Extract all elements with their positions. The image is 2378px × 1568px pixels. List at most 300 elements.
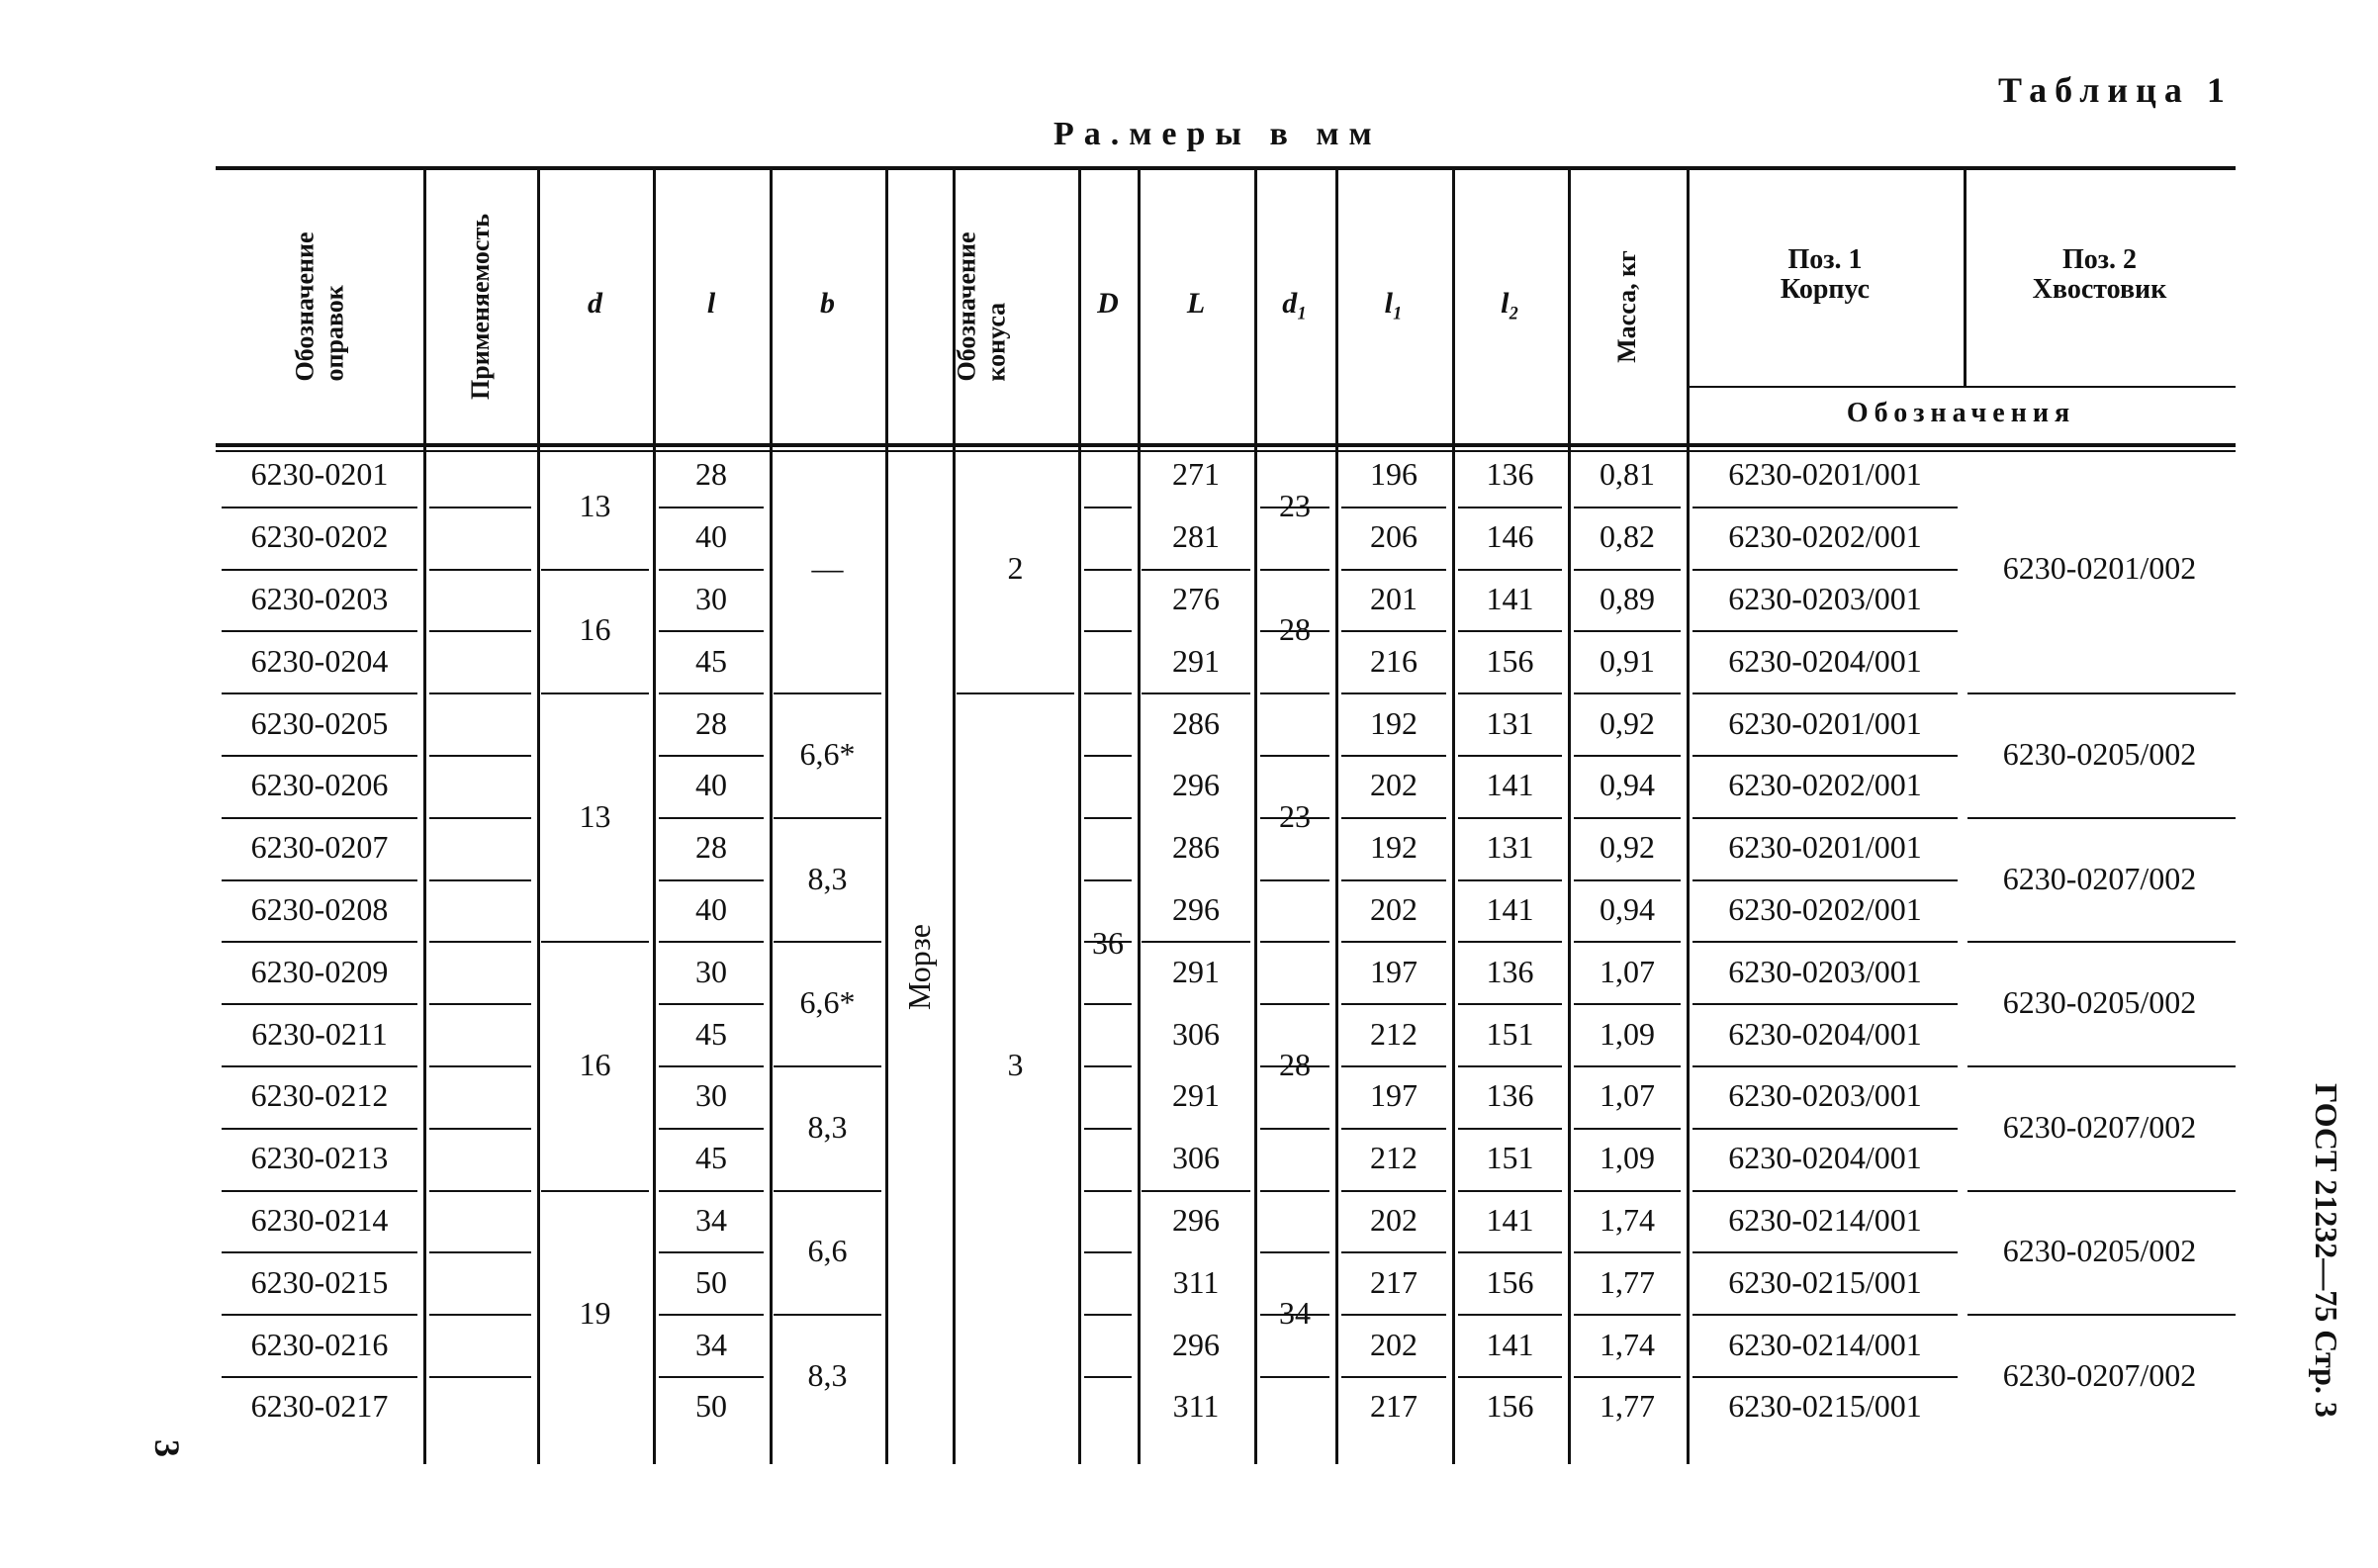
cell-d: 13 (579, 487, 611, 523)
row-underline (222, 630, 417, 632)
group-separator (541, 569, 649, 571)
cell-l1: 197 (1370, 953, 1418, 989)
cell-d1: 34 (1279, 1295, 1311, 1332)
header-mass: Масса, кг (1611, 250, 1641, 363)
row-underline (1574, 941, 1681, 943)
cell-L: 286 (1172, 704, 1220, 741)
row-underline (1458, 569, 1562, 571)
cell-l1: 206 (1370, 518, 1418, 555)
row-underline (1574, 1128, 1681, 1130)
row-underline (1341, 1003, 1446, 1005)
row-underline (222, 755, 417, 757)
row-underline (1084, 1376, 1132, 1378)
row-underline (1692, 630, 1958, 632)
row-underline (429, 879, 531, 881)
cell-mass: 1,77 (1600, 1263, 1655, 1300)
column-line (423, 166, 426, 1464)
cell-mass: 0,94 (1600, 891, 1655, 927)
cell-designation: 6230-0205 (250, 704, 389, 741)
row-underline (659, 1065, 764, 1067)
table-label: Таблица 1 (1998, 70, 2233, 110)
cell-l: 45 (695, 1140, 727, 1176)
cell-designation: 6230-0206 (250, 767, 389, 803)
cell-designation: 6230-0202 (250, 518, 389, 555)
cell-designation: 6230-0204 (250, 642, 389, 679)
row-underline (659, 1251, 764, 1253)
row-underline (1084, 1190, 1132, 1192)
row-underline (659, 1376, 764, 1378)
row-underline (222, 692, 417, 694)
row-underline (659, 1314, 764, 1316)
cell-L: 306 (1172, 1140, 1220, 1176)
row-underline (1341, 755, 1446, 757)
cell-l: 28 (695, 829, 727, 866)
designations-rule (1687, 386, 2236, 388)
group-separator (541, 692, 649, 694)
group-separator (541, 941, 649, 943)
row-underline (1574, 1251, 1681, 1253)
cell-pos1: 6230-0203/001 (1728, 1077, 1922, 1114)
cell-designation: 6230-0215 (250, 1263, 389, 1300)
cell-mass: 0,94 (1600, 767, 1655, 803)
cell-designation: 6230-0209 (250, 953, 389, 989)
row-underline (1341, 1128, 1446, 1130)
cell-l1: 202 (1370, 891, 1418, 927)
row-underline (1341, 1251, 1446, 1253)
cell-mass: 1,77 (1600, 1388, 1655, 1425)
row-underline (222, 817, 417, 819)
cell-d1: 23 (1279, 797, 1311, 834)
row-underline (1458, 692, 1562, 694)
row-underline (1458, 630, 1562, 632)
row-underline (1341, 569, 1446, 571)
row-underline (1458, 507, 1562, 508)
header-l: l (706, 287, 716, 320)
cell-pos1: 6230-0201/001 (1728, 829, 1922, 866)
cell-l: 45 (695, 642, 727, 679)
row-underline (429, 1376, 531, 1378)
cell-l1: 217 (1370, 1263, 1418, 1300)
row-underline (1692, 1251, 1958, 1253)
side-label: ГОСТ 21232—75 Стр. 3 (2309, 1083, 2344, 1418)
cell-designation: 6230-0207 (250, 829, 389, 866)
header-pos1: Поз. 1 Корпус (1780, 244, 1871, 305)
row-underline (222, 1065, 417, 1067)
cell-pos1: 6230-0204/001 (1728, 642, 1922, 679)
cell-L: 276 (1172, 581, 1220, 616)
cell-mass: 1,74 (1600, 1326, 1655, 1362)
cell-pos1: 6230-0204/001 (1728, 1015, 1922, 1052)
row-underline (659, 1190, 764, 1192)
cell-L: 311 (1172, 1388, 1220, 1425)
cell-L: 296 (1172, 1202, 1220, 1238)
row-underline (429, 1251, 531, 1253)
cell-l2: 136 (1486, 456, 1534, 493)
cell-l: 40 (695, 891, 727, 927)
row-underline (659, 941, 764, 943)
cell-l: 50 (695, 1263, 727, 1300)
header-d1: d₁ (1282, 287, 1308, 320)
row-underline (1574, 692, 1681, 694)
cell-L: 306 (1172, 1015, 1220, 1052)
row-underline (1458, 817, 1562, 819)
header-b: b (820, 287, 835, 320)
row-underline (1692, 879, 1958, 881)
row-underline (1692, 1314, 1958, 1316)
cell-l2: 156 (1486, 642, 1534, 679)
row-underline (1341, 1065, 1446, 1067)
cell-L: 281 (1172, 518, 1220, 555)
row-underline (1260, 755, 1329, 757)
group-separator (1967, 1190, 2236, 1192)
row-underline (1574, 755, 1681, 757)
cell-L: 311 (1172, 1263, 1220, 1300)
cell-l1: 192 (1370, 829, 1418, 866)
cell-l2: 141 (1486, 891, 1534, 927)
header-L: L (1186, 287, 1206, 320)
cell-pos2: 6230-0207/002 (2002, 1108, 2197, 1145)
row-underline (1692, 569, 1958, 571)
row-underline (429, 1190, 531, 1192)
header-D: D (1097, 287, 1119, 320)
cell-designation: 6230-0203 (250, 581, 389, 616)
row-underline (1574, 879, 1681, 881)
group-separator (1142, 941, 1250, 943)
group-separator (1142, 692, 1250, 694)
cell-b: 6,6* (799, 736, 856, 772)
row-underline (1458, 1314, 1562, 1316)
cell-mass: 0,81 (1600, 456, 1655, 493)
cell-designation: 6230-0217 (250, 1388, 389, 1425)
header-bottom-rule (216, 443, 2236, 447)
cell-pos2: 6230-0201/002 (2002, 549, 2197, 586)
row-underline (1260, 1251, 1329, 1253)
row-underline (1341, 630, 1446, 632)
cell-b: 6,6* (799, 984, 856, 1021)
group-separator (1967, 941, 2236, 943)
cell-pos2: 6230-0205/002 (2002, 736, 2197, 772)
cell-pos1: 6230-0215/001 (1728, 1263, 1922, 1300)
cell-l2: 131 (1486, 829, 1534, 866)
cell-pos1: 6230-0201/001 (1728, 456, 1922, 493)
row-underline (1341, 817, 1446, 819)
cell-l: 45 (695, 1015, 727, 1052)
cell-designation: 6230-0212 (250, 1077, 389, 1114)
cell-L: 296 (1172, 767, 1220, 803)
cell-b: 8,3 (807, 860, 848, 896)
row-underline (1084, 1003, 1132, 1005)
cell-L: 291 (1172, 953, 1220, 989)
row-underline (429, 1314, 531, 1316)
row-underline (659, 755, 764, 757)
header-designations: Обозначения (1846, 398, 2076, 428)
cell-mass: 0,92 (1600, 704, 1655, 741)
row-underline (429, 692, 531, 694)
cell-l1: 201 (1370, 581, 1418, 616)
cell-pos1: 6230-0202/001 (1728, 518, 1922, 555)
row-underline (1692, 1003, 1958, 1005)
cone-inner-line (953, 450, 956, 1464)
row-underline (1341, 1190, 1446, 1192)
row-underline (222, 507, 417, 508)
cell-l2: 156 (1486, 1263, 1534, 1300)
row-underline (222, 1190, 417, 1192)
cell-mass: 0,92 (1600, 829, 1655, 866)
group-separator (1142, 1190, 1250, 1192)
table-top-rule (216, 166, 2236, 170)
row-underline (1458, 879, 1562, 881)
cell-l1: 196 (1370, 456, 1418, 493)
row-underline (1692, 941, 1958, 943)
cell-L: 291 (1172, 642, 1220, 679)
row-underline (1260, 941, 1329, 943)
cell-designation: 6230-0214 (250, 1202, 389, 1238)
row-underline (429, 1065, 531, 1067)
row-underline (1260, 1003, 1329, 1005)
row-underline (1084, 817, 1132, 819)
row-underline (1341, 1376, 1446, 1378)
row-underline (1341, 941, 1446, 943)
row-underline (1574, 817, 1681, 819)
row-underline (1458, 1190, 1562, 1192)
cell-l: 30 (695, 953, 727, 989)
row-underline (222, 1376, 417, 1378)
row-underline (1260, 569, 1329, 571)
header-l2: l₂ (1501, 287, 1519, 320)
cell-l1: 217 (1370, 1388, 1418, 1425)
cell-l: 30 (695, 1077, 727, 1114)
cell-pos1: 6230-0202/001 (1728, 767, 1922, 803)
cell-pos1: 6230-0203/001 (1728, 581, 1922, 616)
row-underline (1341, 879, 1446, 881)
row-underline (1692, 817, 1958, 819)
cell-d: 16 (579, 611, 611, 648)
cell-l2: 146 (1486, 518, 1534, 555)
row-underline (1084, 755, 1132, 757)
cell-pos1: 6230-0215/001 (1728, 1388, 1922, 1425)
cell-l2: 136 (1486, 1077, 1534, 1114)
row-underline (1084, 569, 1132, 571)
row-underline (1458, 941, 1562, 943)
row-underline (1692, 1065, 1958, 1067)
row-underline (659, 569, 764, 571)
row-underline (1692, 1376, 1958, 1378)
group-separator (1967, 1314, 2236, 1316)
cell-L: 291 (1172, 1077, 1220, 1114)
row-underline (659, 692, 764, 694)
cell-pos1: 6230-0214/001 (1728, 1326, 1922, 1362)
row-underline (1341, 692, 1446, 694)
row-underline (429, 507, 531, 508)
group-separator (1967, 692, 2236, 694)
cell-l: 30 (695, 581, 727, 616)
row-underline (429, 630, 531, 632)
row-underline (1458, 1376, 1562, 1378)
cell-d: 16 (579, 1047, 611, 1082)
row-underline (1574, 569, 1681, 571)
cell-pos2: 6230-0207/002 (2002, 860, 2197, 896)
page-number: 3 (147, 1439, 187, 1457)
row-underline (1084, 507, 1132, 508)
row-underline (429, 569, 531, 571)
cell-d1: 28 (1279, 611, 1311, 648)
cell-mass: 0,91 (1600, 642, 1655, 679)
row-underline (1692, 755, 1958, 757)
cell-mass: 1,74 (1600, 1202, 1655, 1238)
cell-d: 13 (579, 797, 611, 834)
row-underline (1458, 1065, 1562, 1067)
header-applicability: Применяемость (465, 214, 495, 400)
row-underline (429, 755, 531, 757)
row-underline (659, 1003, 764, 1005)
cell-designation: 6230-0208 (250, 891, 389, 927)
header-cone: Обозначение конуса (952, 231, 1011, 382)
header-d: d (588, 287, 602, 320)
cell-l1: 216 (1370, 642, 1418, 679)
group-separator (774, 1314, 881, 1316)
row-underline (222, 1003, 417, 1005)
row-underline (1260, 879, 1329, 881)
cell-l2: 141 (1486, 1202, 1534, 1238)
cell-designation: 6230-0216 (250, 1326, 389, 1362)
cell-pos2: 6230-0207/002 (2002, 1357, 2197, 1393)
row-underline (1692, 692, 1958, 694)
row-underline (1692, 1128, 1958, 1130)
cell-pos1: 6230-0202/001 (1728, 891, 1922, 927)
group-separator (1142, 569, 1250, 571)
cell-l: 28 (695, 704, 727, 741)
row-underline (1574, 507, 1681, 508)
row-underline (1458, 1251, 1562, 1253)
cell-mass: 1,07 (1600, 953, 1655, 989)
group-separator (1967, 1065, 2236, 1067)
cell-l: 40 (695, 767, 727, 803)
row-underline (429, 1128, 531, 1130)
row-underline (222, 1251, 417, 1253)
cell-l: 34 (695, 1202, 727, 1238)
cell-cone-number: 3 (1007, 1047, 1024, 1082)
row-underline (1574, 1190, 1681, 1192)
row-underline (1341, 507, 1446, 508)
cell-cone-name: Морзе (900, 923, 937, 1010)
group-separator (774, 1190, 881, 1192)
cell-l2: 136 (1486, 953, 1534, 989)
row-underline (1084, 1128, 1132, 1130)
row-underline (222, 1314, 417, 1316)
row-underline (1084, 692, 1132, 694)
cell-L: 286 (1172, 829, 1220, 866)
cell-b: 6,6 (807, 1233, 848, 1269)
header-bottom-rule-2 (216, 450, 2236, 452)
cell-L: 271 (1172, 456, 1220, 493)
cell-d: 19 (579, 1295, 611, 1332)
group-separator (541, 1190, 649, 1192)
row-underline (659, 1128, 764, 1130)
cell-l: 34 (695, 1326, 727, 1362)
cell-mass: 1,09 (1600, 1015, 1655, 1052)
row-underline (1260, 1376, 1329, 1378)
row-underline (1260, 692, 1329, 694)
cell-pos1: 6230-0203/001 (1728, 953, 1922, 989)
cell-pos1: 6230-0204/001 (1728, 1140, 1922, 1176)
header-l1: l₁ (1384, 287, 1404, 320)
cell-l: 40 (695, 518, 727, 555)
row-underline (1260, 1128, 1329, 1130)
row-underline (429, 941, 531, 943)
row-underline (1341, 1314, 1446, 1316)
cell-l2: 141 (1486, 581, 1534, 616)
cell-l2: 151 (1486, 1140, 1534, 1176)
row-underline (659, 817, 764, 819)
cell-pos2: 6230-0205/002 (2002, 984, 2197, 1021)
row-underline (1692, 507, 1958, 508)
cell-l1: 202 (1370, 767, 1418, 803)
row-underline (1458, 1003, 1562, 1005)
cell-l1: 202 (1370, 1202, 1418, 1238)
row-underline (1084, 630, 1132, 632)
cell-L: 296 (1172, 1326, 1220, 1362)
cell-d1: 23 (1279, 487, 1311, 523)
cell-l: 28 (695, 456, 727, 493)
column-line (885, 166, 888, 1464)
row-underline (429, 1003, 531, 1005)
cell-L: 296 (1172, 891, 1220, 927)
cell-D: 36 (1092, 925, 1124, 962)
row-underline (1260, 1190, 1329, 1192)
group-separator (774, 941, 881, 943)
cell-l2: 131 (1486, 704, 1534, 741)
cell-l1: 192 (1370, 704, 1418, 741)
cell-l1: 212 (1370, 1015, 1418, 1052)
row-underline (659, 507, 764, 508)
row-underline (1084, 1314, 1132, 1316)
cell-d1: 28 (1279, 1047, 1311, 1082)
cell-b: 8,3 (807, 1357, 848, 1393)
row-underline (659, 879, 764, 881)
row-underline (1084, 879, 1132, 881)
header-pos2: Поз. 2 Хвостовик (2032, 244, 2167, 305)
cell-l2: 141 (1486, 1326, 1534, 1362)
cell-mass: 1,09 (1600, 1140, 1655, 1176)
cell-mass: 1,07 (1600, 1077, 1655, 1114)
units-caption: Ра.меры в мм (1053, 116, 1382, 152)
cell-pos1: 6230-0201/001 (1728, 704, 1922, 741)
cell-b: — (811, 549, 844, 586)
row-underline (1458, 1128, 1562, 1130)
group-separator (1967, 817, 2236, 819)
cell-pos1: 6230-0214/001 (1728, 1202, 1922, 1238)
cell-designation: 6230-0201 (250, 456, 389, 493)
cell-l1: 197 (1370, 1077, 1418, 1114)
cell-designation: 6230-0213 (250, 1140, 389, 1176)
cell-mass: 0,89 (1600, 581, 1655, 616)
group-separator (774, 692, 881, 694)
cell-designation: 6230-0211 (251, 1015, 388, 1052)
row-underline (1692, 1190, 1958, 1192)
row-underline (1574, 1376, 1681, 1378)
row-underline (1084, 1065, 1132, 1067)
row-underline (1574, 630, 1681, 632)
cell-mass: 0,82 (1600, 518, 1655, 555)
cell-pos2: 6230-0205/002 (2002, 1233, 2197, 1269)
row-underline (1574, 1314, 1681, 1316)
row-underline (1574, 1003, 1681, 1005)
column-line (1078, 166, 1081, 1464)
cell-b: 8,3 (807, 1108, 848, 1145)
group-separator (774, 817, 881, 819)
cell-l1: 212 (1370, 1140, 1418, 1176)
row-underline (1458, 755, 1562, 757)
